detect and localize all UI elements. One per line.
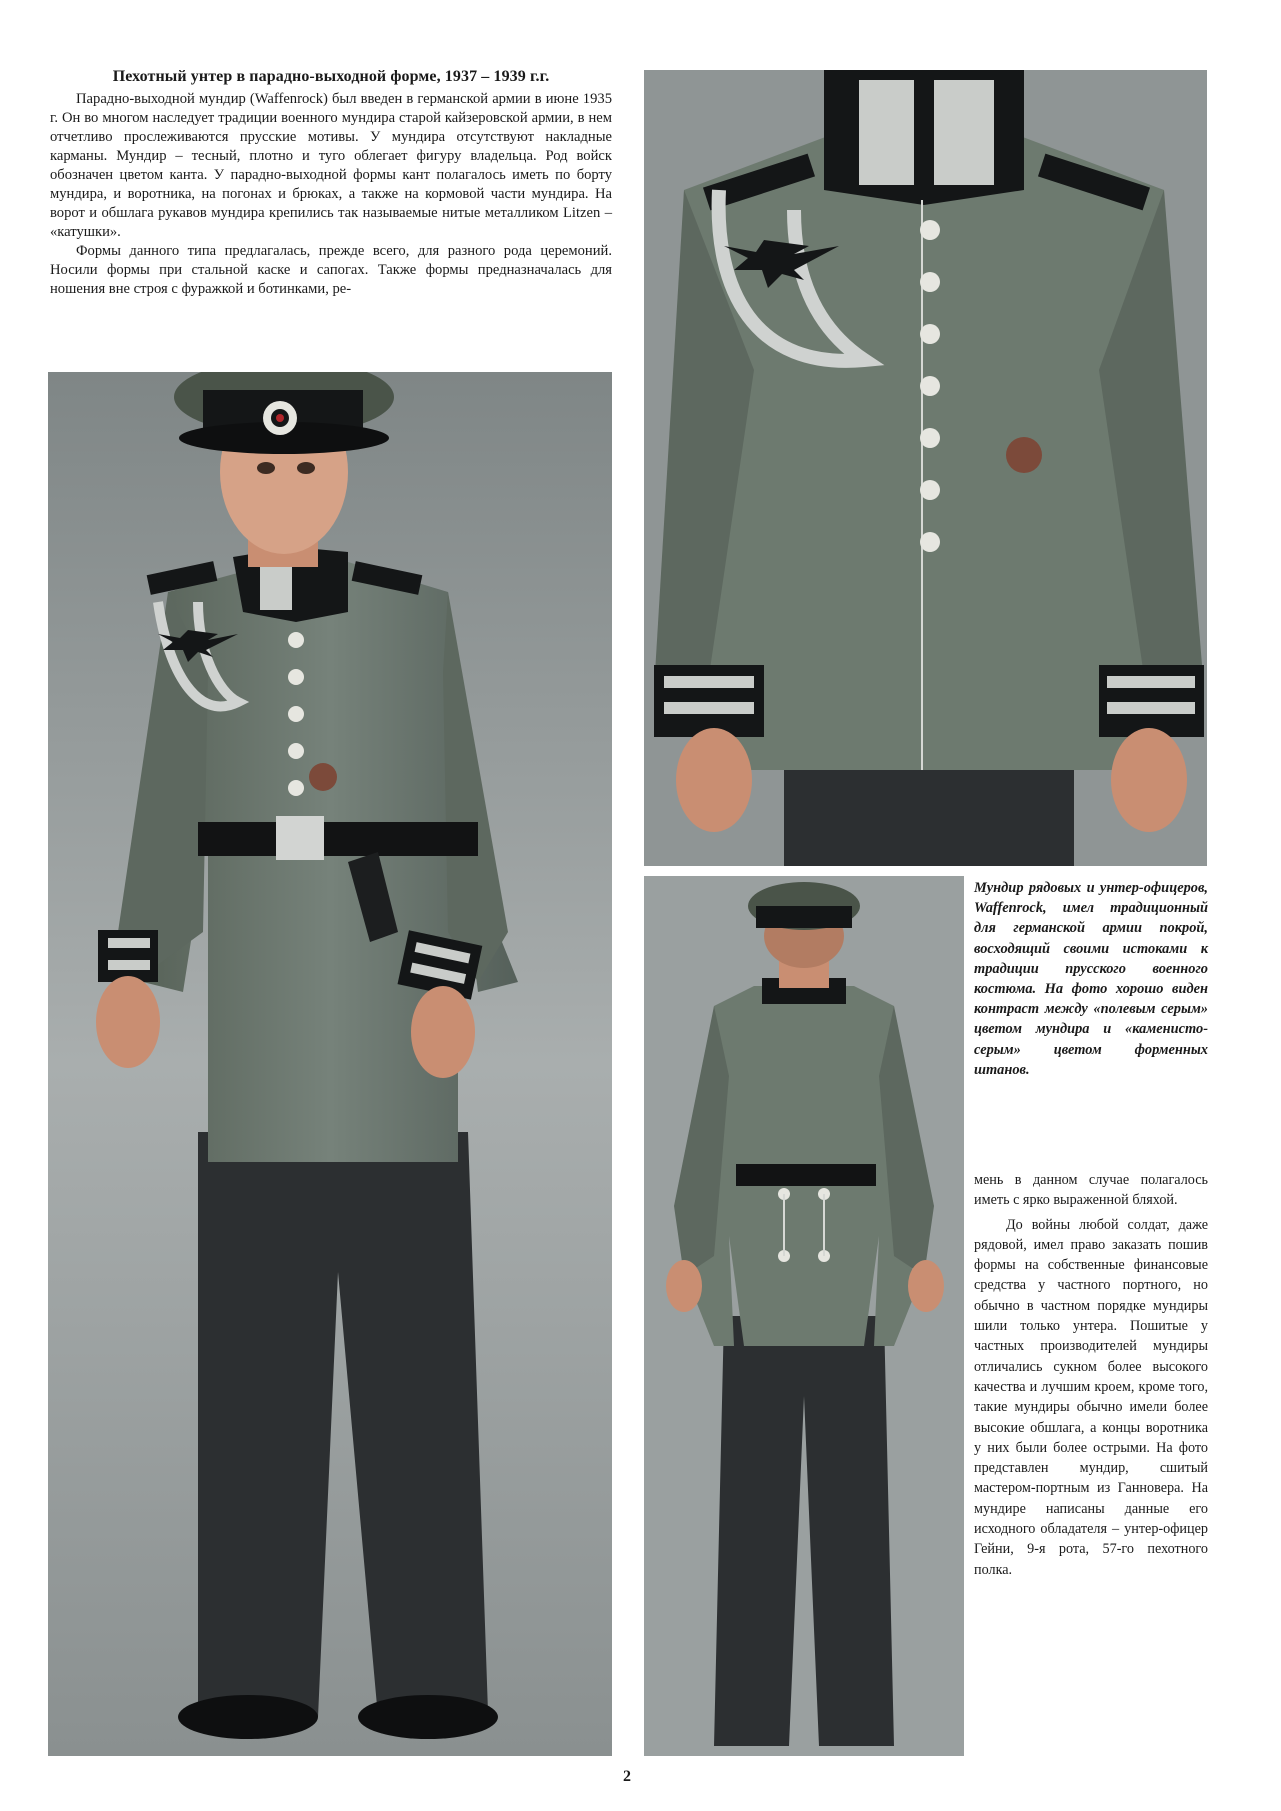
photo-soldier-back [644,876,964,1756]
side-text-paragraph: До войны любой солдат, даже рядовой, имел право заказать пошив формы на собственные финансовые средства у частного портного, но обычно в частном порядке мундиры шили только унтера. Пошитые у частных производителей мундиры отличались сукном более высокого качества и лучшим кроем, кроме того, такие мундиры обычно имели более высокие обшлага, а концы воротника у них были более острыми. На фото представлен мундир, сшитый мастером-портным из Ганновера. На мундире написаны данные его исходного обладателя – унтер-офицер Гейни, 9-я рота, 57-го пехотного полка. [974,1216,1208,1578]
soldier-front-illustration [48,372,612,1756]
article-paragraph-2: Формы данного типа предлагалась, прежде всего, для разного рода церемоний. Носили формы при стальной каске и сапогах. Также формы предназначалась для ношения вне строя с фуражкой и ботинками, ре- [50,243,612,297]
article-title: Пехотный унтер в парадно-выходной форме, 1937 – 1939 г.г. [112,68,550,85]
jacket-detail-illustration [644,70,1207,866]
photo-soldier-front [48,372,612,1756]
photo-jacket-detail [644,70,1207,866]
soldier-back-illustration [644,876,964,1756]
side-column-text [974,1170,1208,1580]
article-intro [50,68,612,299]
side-text-continuation: мень в данном случае полагалось иметь с ярко выраженной бляхой. [974,1172,1208,1209]
article-paragraph-1: Парадно-выходной мундир (Waffenrock) был введен в германской армии в июне 1935 г. Он во многом наследует традиции военного мундира старой кайзеровской армии, в нем отчетливо прослеживаются прусские мотивы. У мундира отсутствуют накладные карманы. Мундир – тесный, плотно и туго облегает фигуру владельца. Род войск обозначен цветом канта. У парадно-выходной формы кант полагалось иметь по борту мундира, и воротника, на погонах и брюках, а также на кормовой части мундира. На ворот и обшлага рукавов мундира крепились так называемые нитые металликом Litzen – «катушки». [50,91,612,240]
page-number: 2 [623,1768,631,1785]
cockade-icon [263,401,297,435]
photo-caption: Мундир рядовых и унтер-офицеров, Waffenrock, имел традиционный для германской армии покрой, восходящий своими истоками к традиции прусского военного костюма. На фото хорошо виден контраст между «полевым серым» цветом мундира и «каменисто-серым» цветом форменных штанов. [974,880,1208,1078]
